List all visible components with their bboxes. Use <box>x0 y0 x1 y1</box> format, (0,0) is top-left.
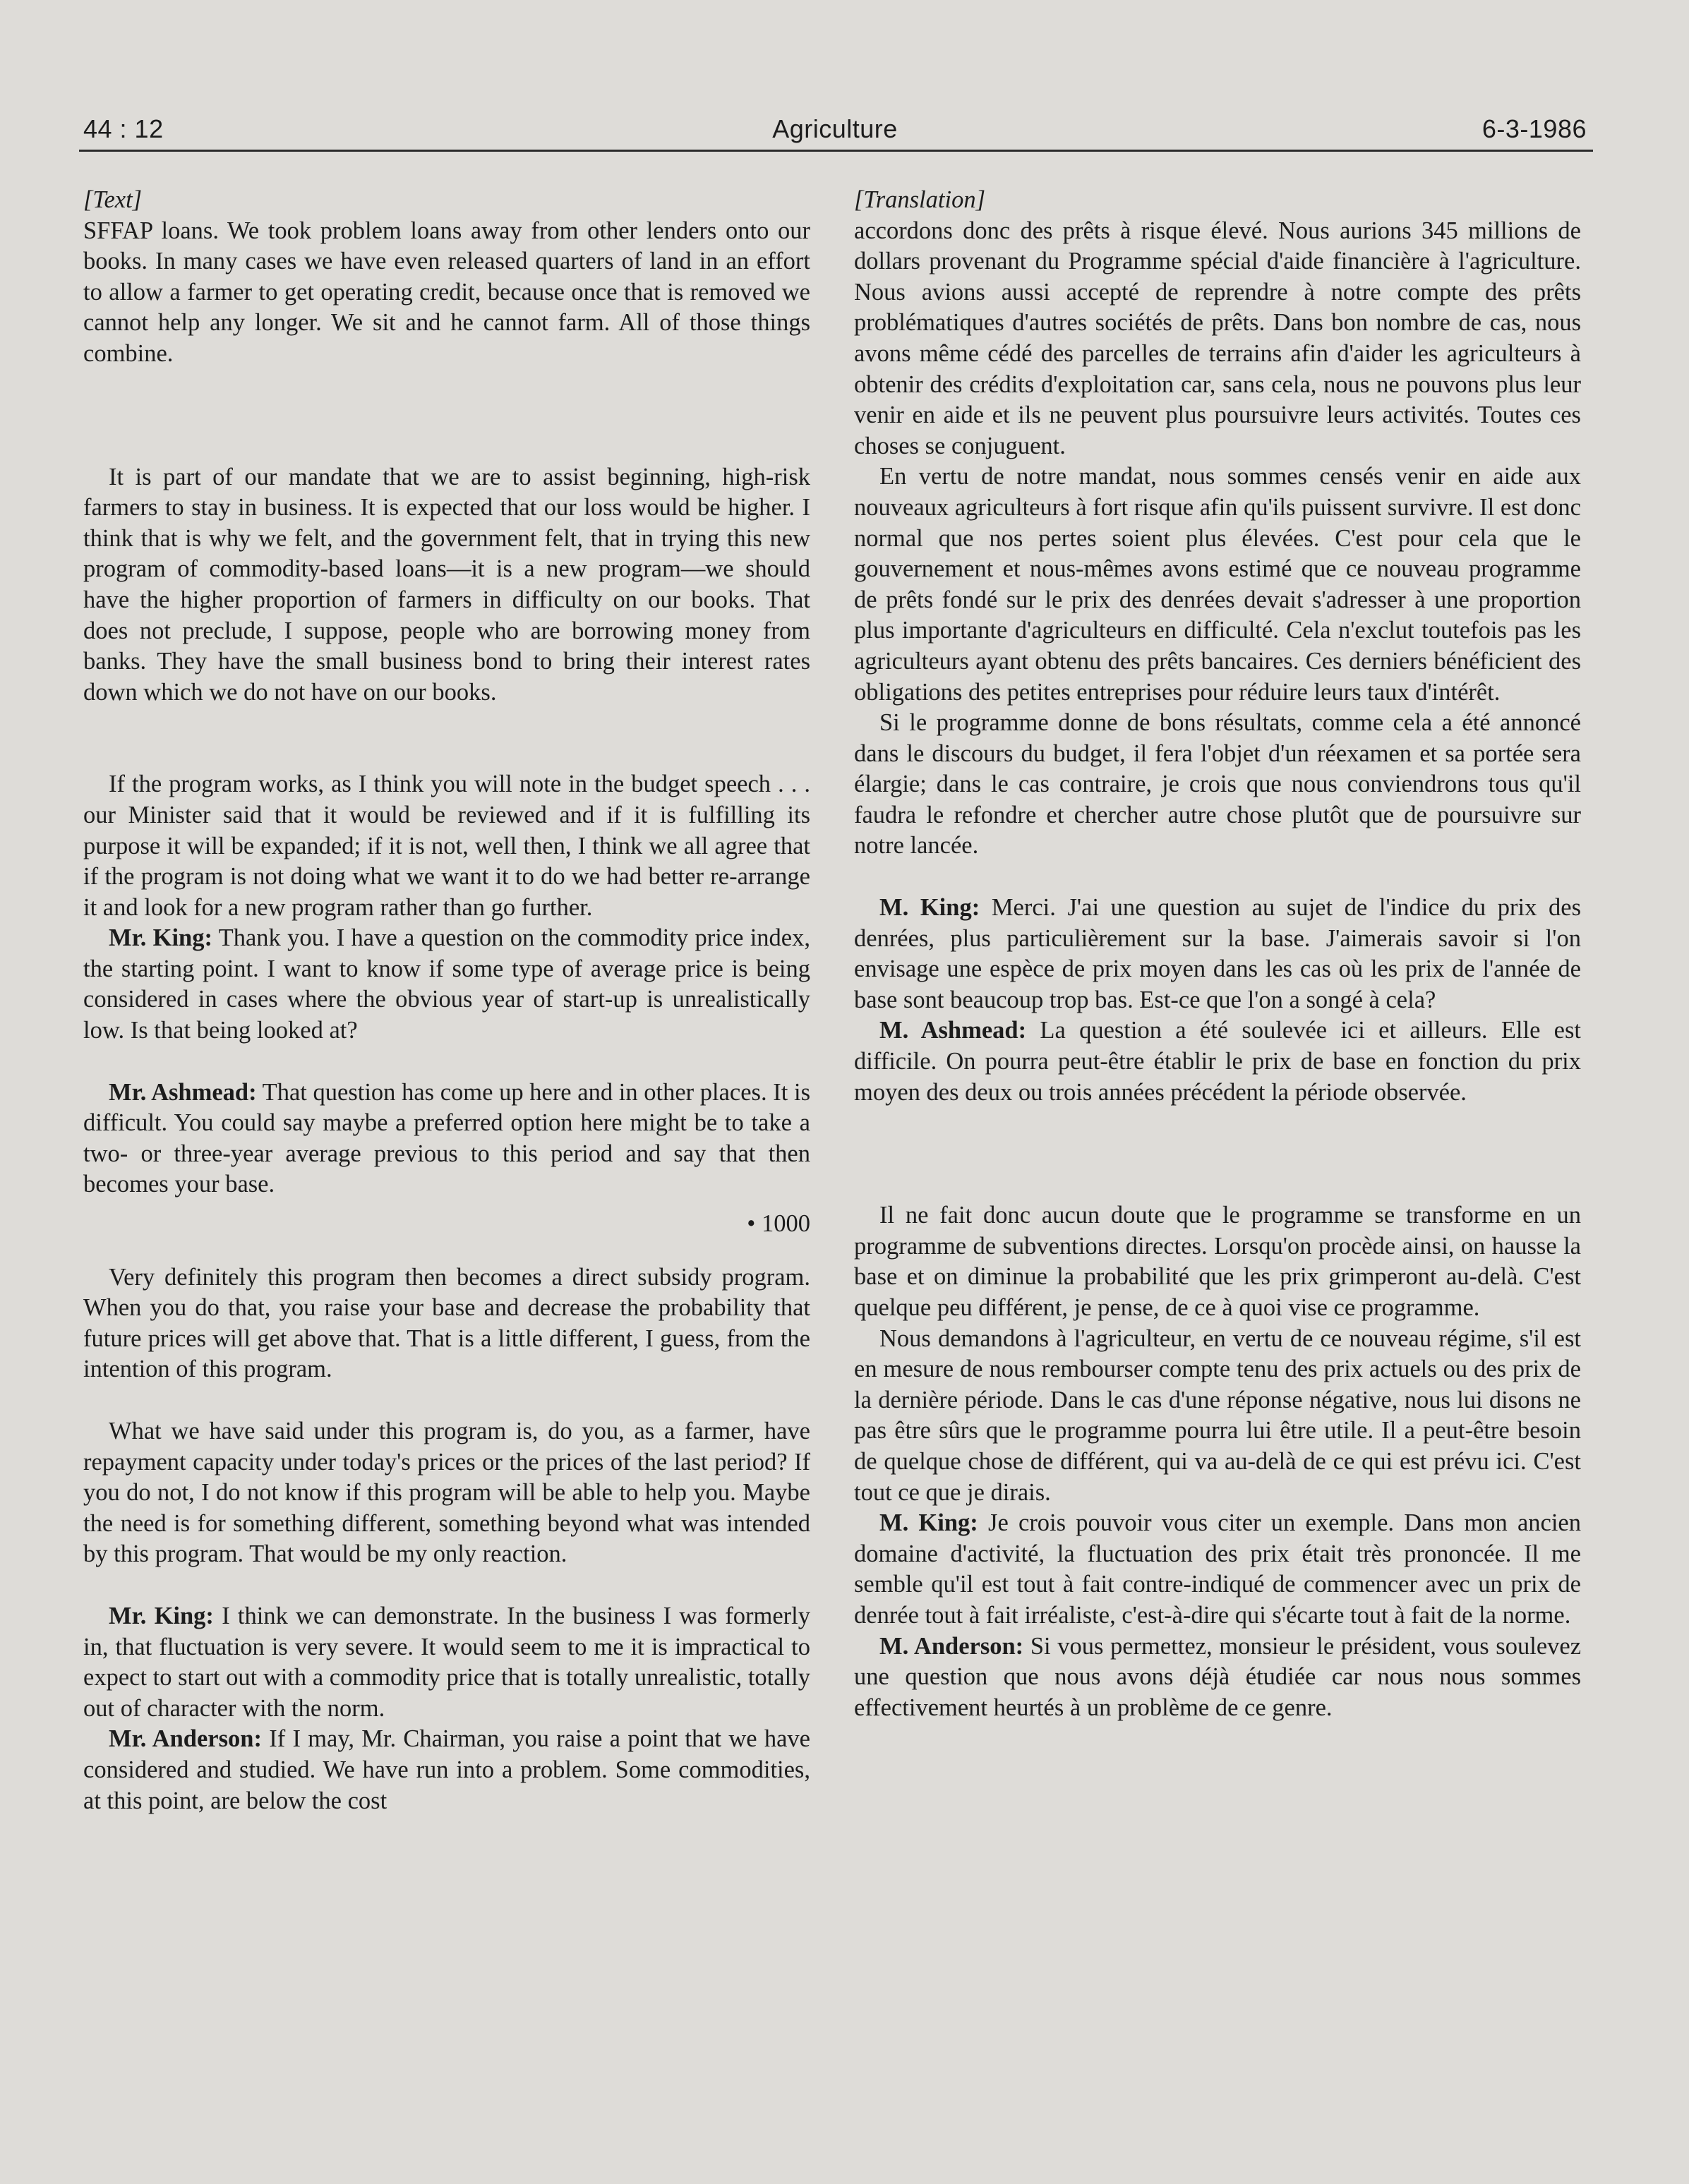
speech-text: I think we can demonstrate. In the business I was formerly in, that fluctuation is very severe. It would seem to me it is impractical to expect to start out with a commodity price that is totally unrealistic, totally out of character with the norm. <box>83 1602 811 1722</box>
paragraph: En vertu de notre mandat, nous sommes censés venir en aide aux nouveaux agriculteurs à fort risque afin qu'ils puissent survivre. Il est donc normal que nos pertes soient plus élevées. C'est pour cela que le gouvernement et nous-mêmes avons estimé que ce nouveau programme de prêts fondé sur le prix des denrées devait s'adresser à une proportion plus importante d'agriculteurs en difficulté. Cela n'exclut toutefois pas les agriculteurs ayant obtenu des prêts bancaires. Ces derniers bénéficient des obligations des petites entreprises pour réduire leurs taux d'intérêt. <box>854 463 1581 706</box>
speaker-paragraph <box>83 1724 810 1816</box>
speech-text: Si vous permettez, monsieur le président, vous soulevez une question que nous avons déjà étudiée car nous nous sommes effectivement heurtés à un problème de ce genre. <box>854 1632 1582 1721</box>
speaker-name: Mr. King: <box>109 1602 214 1629</box>
speech-text: That question has come up here and in other places. It is difficult. You could say maybe a preferred option here might be to take a two- or three-year average previous to this period and say that then becomes your base. <box>83 1078 810 1198</box>
speech-text: La question a été soulevée ici et ailleurs. Elle est difficile. On pourra peut-être établir le prix de base en fonction du prix moyen des deux ou trois années précédent la période observée. <box>854 1017 1582 1106</box>
paragraph: Nous demandons à l'agriculteur, en vertu de ce nouveau régime, s'il est en mesure de nous rembourser compte tenu des prix actuels ou des prix de la dernière période. Dans le cas d'une réponse négative, nous lui disons ne pas être sûrs que le programme pourra lui être utile. Il a peut-être besoin de quelque chose de différent, qui va au-delà de ce qui est prévu ici. C'est tout ce que je dirais. <box>854 1325 1581 1506</box>
speaker-name: M. Anderson: <box>879 1632 1024 1660</box>
page-number: 44 : 12 <box>83 114 164 143</box>
speaker-paragraph <box>854 1508 1581 1631</box>
paragraph: Si le programme donne de bons résultats, comme cela a été annoncé dans le discours du budget, il fera l'objet d'un réexamen et sa portée sera élargie; dans le cas contraire, je crois que nous conviendrons tous qu'il faudra le refondre et chercher autre chose plutôt que de poursuivre sur notre lancée. <box>854 709 1581 859</box>
section-title: Agriculture <box>772 114 898 143</box>
speech-text: Je crois pouvoir vous citer un exemple. Dans mon ancien domaine d'activité, la fluctuation des prix était très prononcée. Il me semble qu'il est tout à fait contre-indiqué de commencer avec un prix de denrée tout à fait irréaliste, c'est-à-dire qui s'écarte tout à fait de la norme. <box>854 1509 1581 1629</box>
english-column <box>83 185 810 1816</box>
speaker-name: M. King: <box>879 894 980 922</box>
text-tag: [Text] <box>83 186 143 213</box>
speaker-name: M. Ashmead: <box>879 1017 1027 1044</box>
header-rule <box>79 150 1593 152</box>
translation-tag: [Translation] <box>854 186 985 213</box>
paragraph: If the program works, as I think you will note in the budget speech . . . our Minister said that it would be reviewed and if it is fulfilling its purpose it will be expanded; if it is not, well then, I think we all agree that if the program is not doing what we want it to do we had better re-arrange it and look for a new program rather than go further. <box>83 771 810 921</box>
speech-text: Merci. J'ai une question au sujet de l'indice du prix des denrées, plus particulièrement sur la base. J'aimerais savoir si l'on envisage une espèce de prix moyen dans les cas où les prix de l'année de base sont beaucoup trop bas. Est-ce que l'on a songé à cela? <box>854 894 1581 1013</box>
speaker-paragraph <box>854 1015 1581 1108</box>
speaker-paragraph <box>854 1631 1581 1724</box>
paragraph: Il ne fait donc aucun doute que le programme se transforme en un programme de subventions directes. Lorsqu'on procède ainsi, on hausse la base et on diminue la probabilité que les prix grimperont au-delà. C'est quelque peu différent, je pense, de ce à quoi vise ce programme. <box>854 1202 1581 1321</box>
paragraph: SFFAP loans. We took problem loans away from other lenders onto our books. In many cases we have even released quarters of land in an effort to allow a farmer to get operating credit, because once that is removed we cannot help any longer. We sit and he cannot farm. All of those things combine. <box>83 217 810 367</box>
time-marker: • 1000 <box>747 1210 810 1238</box>
paragraph: Very definitely this program then becomes a direct subsidy program. When you do that, you raise your base and decrease the probability that future prices will get above that. That is a little different, I guess, from the intention of this program. <box>83 1263 810 1383</box>
paragraph: What we have said under this program is, do you, as a farmer, have repayment capacity under today's prices or the prices of the last period? If you do not, I do not know if this program will be able to help you. Maybe the need is for something different, something beyond what was intended by this program. That would be my only reaction. <box>83 1418 810 1568</box>
speaker-paragraph <box>83 1078 810 1200</box>
speech-text: If I may, Mr. Chairman, you raise a point that we have considered and studied. We have run into a problem. Some commodities, at this point, are below the cost <box>83 1725 810 1814</box>
speaker-name: M. King: <box>879 1509 978 1537</box>
speaker-name: Mr. King: <box>109 924 212 952</box>
speaker-paragraph <box>83 1601 810 1724</box>
running-header <box>83 114 1587 150</box>
speaker-name: Mr. Anderson: <box>109 1725 262 1753</box>
speaker-paragraph <box>854 893 1581 1015</box>
paragraph: It is part of our mandate that we are to assist beginning, high-risk farmers to stay in business. It is expected that our loss would be higher. I think that is why we felt, and the government felt, that in trying this new program of commodity-based loans—it is a new program—we should have the higher proportion of farmers in difficulty on our books. That does not preclude, I suppose, people who are borrowing money from banks. They have the small business bond to bring their interest rates down which we do not have on our books. <box>83 463 810 706</box>
speaker-paragraph <box>83 923 810 1046</box>
paragraph: accordons donc des prêts à risque élevé. Nous aurions 345 millions de dollars provenant du Programme spécial d'aide financière à l'agriculture. Nous avions aussi accepté de reprendre à notre compte des prêts problématiques d'autres sociétés de prêts. Dans bon nombre de cas, nous avons même cédé des parcelles de terrains afin d'aider les agriculteurs à obtenir des crédits d'exploitation car, sans cela, nous ne pouvons plus leur venir en aide et ils ne peuvent plus poursuivre leurs activités. Toutes ces choses se conjuguent. <box>854 217 1581 459</box>
french-column <box>854 185 1581 1723</box>
header-date: 6-3-1986 <box>1481 114 1587 143</box>
speech-text: Thank you. I have a question on the commodity price index, the starting point. I want to know if some type of average price is being considered in cases where the obvious year of start-up is unrealistically low. Is that being looked at? <box>83 924 810 1044</box>
speaker-name: Mr. Ashmead: <box>109 1078 257 1106</box>
